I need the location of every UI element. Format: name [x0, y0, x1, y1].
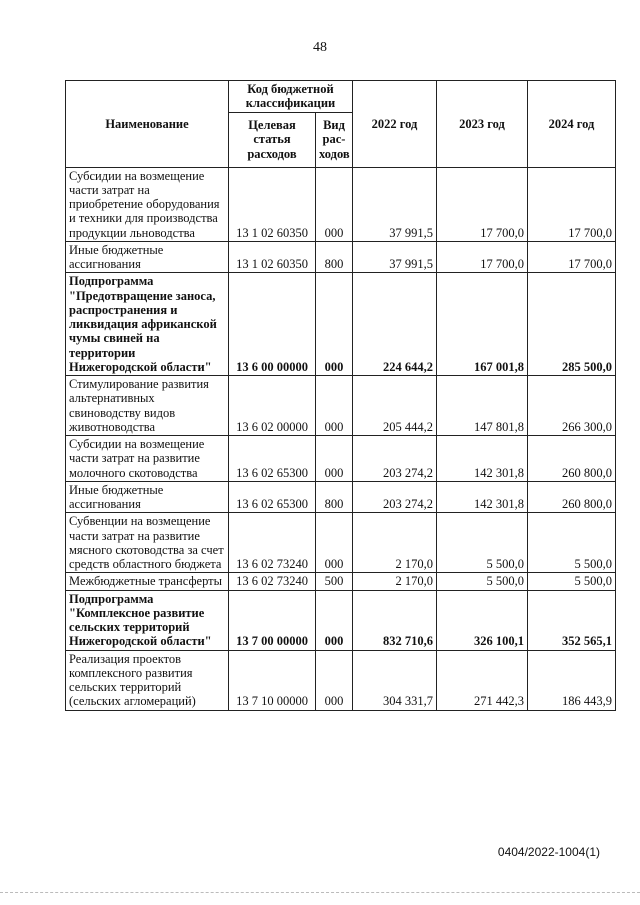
- table-row: [66, 650, 616, 710]
- cell-2022: 37 991,5: [353, 241, 437, 273]
- cell-target-article: 13 1 02 60350: [229, 167, 316, 241]
- cell-expense-type: 800: [316, 481, 353, 513]
- cell-2024: 352 565,1: [528, 590, 616, 650]
- cell-name: Субсидии на возмещение части затрат на развитие молочного скотоводства: [66, 436, 229, 482]
- cell-2023: 17 700,0: [437, 241, 528, 273]
- cell-2024: 266 300,0: [528, 376, 616, 436]
- cell-2023: 142 301,8: [437, 481, 528, 513]
- cell-2024: 17 700,0: [528, 241, 616, 273]
- cell-expense-type: 000: [316, 167, 353, 241]
- header-expense-type: Вид рас-ходов: [316, 112, 353, 167]
- cell-name: Стимулирование развития альтернативных свиноводству видов животноводства: [66, 376, 229, 436]
- page-number: 48: [313, 40, 327, 55]
- cell-expense-type: 000: [316, 590, 353, 650]
- header-2023: 2023 год: [437, 81, 528, 168]
- cell-2022: 203 274,2: [353, 481, 437, 513]
- cell-target-article: 13 7 00 00000: [229, 590, 316, 650]
- cell-expense-type: 000: [316, 513, 353, 573]
- cell-2023: 5 500,0: [437, 513, 528, 573]
- cell-target-article: 13 6 02 65300: [229, 436, 316, 482]
- cell-expense-type: 000: [316, 376, 353, 436]
- document-code: 0404/2022-1004(1): [497, 845, 600, 859]
- cell-name: Иные бюджетные ассигнования: [66, 241, 229, 273]
- header-target-article: Целевая статья расходов: [229, 112, 316, 167]
- table-row: [66, 273, 616, 376]
- cell-name: Реализация проектов комплексного развития сельских территорий (сельских агломераций): [66, 650, 229, 710]
- table-row: [66, 513, 616, 573]
- table-row: [66, 376, 616, 436]
- cell-expense-type: 500: [316, 573, 353, 590]
- table-row: [66, 436, 616, 482]
- footer-divider: [0, 892, 640, 893]
- cell-2024: 5 500,0: [528, 513, 616, 573]
- table-body: [66, 167, 616, 710]
- cell-2023: 326 100,1: [437, 590, 528, 650]
- cell-2023: 271 442,3: [437, 650, 528, 710]
- cell-name: Иные бюджетные ассигнования: [66, 481, 229, 513]
- cell-2024: 17 700,0: [528, 167, 616, 241]
- cell-2022: 37 991,5: [353, 167, 437, 241]
- cell-2024: 260 800,0: [528, 481, 616, 513]
- cell-name: Подпрограмма "Предотвращение заноса, распространения и ликвидация африканской чумы свиней на территории Нижегородской области": [66, 273, 229, 376]
- table-row: [66, 590, 616, 650]
- header-code-group: Код бюджетной классификации: [229, 81, 353, 113]
- header-2022: 2022 год: [353, 81, 437, 168]
- cell-2023: 142 301,8: [437, 436, 528, 482]
- cell-target-article: 13 6 02 65300: [229, 481, 316, 513]
- table-header: [66, 81, 616, 168]
- budget-table: [65, 80, 616, 711]
- cell-2022: 832 710,6: [353, 590, 437, 650]
- cell-2024: 260 800,0: [528, 436, 616, 482]
- cell-2023: 167 001,8: [437, 273, 528, 376]
- cell-2022: 205 444,2: [353, 376, 437, 436]
- cell-name: Субсидии на возмещение части затрат на приобретение оборудования и техники для производства продукции льноводства: [66, 167, 229, 241]
- cell-2022: 224 644,2: [353, 273, 437, 376]
- cell-target-article: 13 6 02 73240: [229, 513, 316, 573]
- cell-expense-type: 800: [316, 241, 353, 273]
- cell-expense-type: 000: [316, 273, 353, 376]
- table-row: [66, 241, 616, 273]
- cell-target-article: 13 6 02 00000: [229, 376, 316, 436]
- cell-target-article: 13 7 10 00000: [229, 650, 316, 710]
- header-name: Наименование: [66, 81, 229, 168]
- cell-2024: 186 443,9: [528, 650, 616, 710]
- cell-target-article: 13 1 02 60350: [229, 241, 316, 273]
- cell-name: Подпрограмма "Комплексное развитие сельских территорий Нижегородской области": [66, 590, 229, 650]
- cell-expense-type: 000: [316, 436, 353, 482]
- cell-2022: 203 274,2: [353, 436, 437, 482]
- cell-2023: 147 801,8: [437, 376, 528, 436]
- cell-2023: 5 500,0: [437, 573, 528, 590]
- cell-2024: 285 500,0: [528, 273, 616, 376]
- cell-2024: 5 500,0: [528, 573, 616, 590]
- cell-target-article: 13 6 00 00000: [229, 273, 316, 376]
- cell-2022: 304 331,7: [353, 650, 437, 710]
- cell-name: Межбюджетные трансферты: [66, 573, 229, 590]
- cell-name: Субвенции на возмещение части затрат на развитие мясного скотоводства за счет средств областного бюджета: [66, 513, 229, 573]
- cell-expense-type: 000: [316, 650, 353, 710]
- cell-2023: 17 700,0: [437, 167, 528, 241]
- table-row: [66, 481, 616, 513]
- cell-target-article: 13 6 02 73240: [229, 573, 316, 590]
- cell-2022: 2 170,0: [353, 573, 437, 590]
- table-row: [66, 573, 616, 590]
- header-2024: 2024 год: [528, 81, 616, 168]
- cell-2022: 2 170,0: [353, 513, 437, 573]
- table-row: [66, 167, 616, 241]
